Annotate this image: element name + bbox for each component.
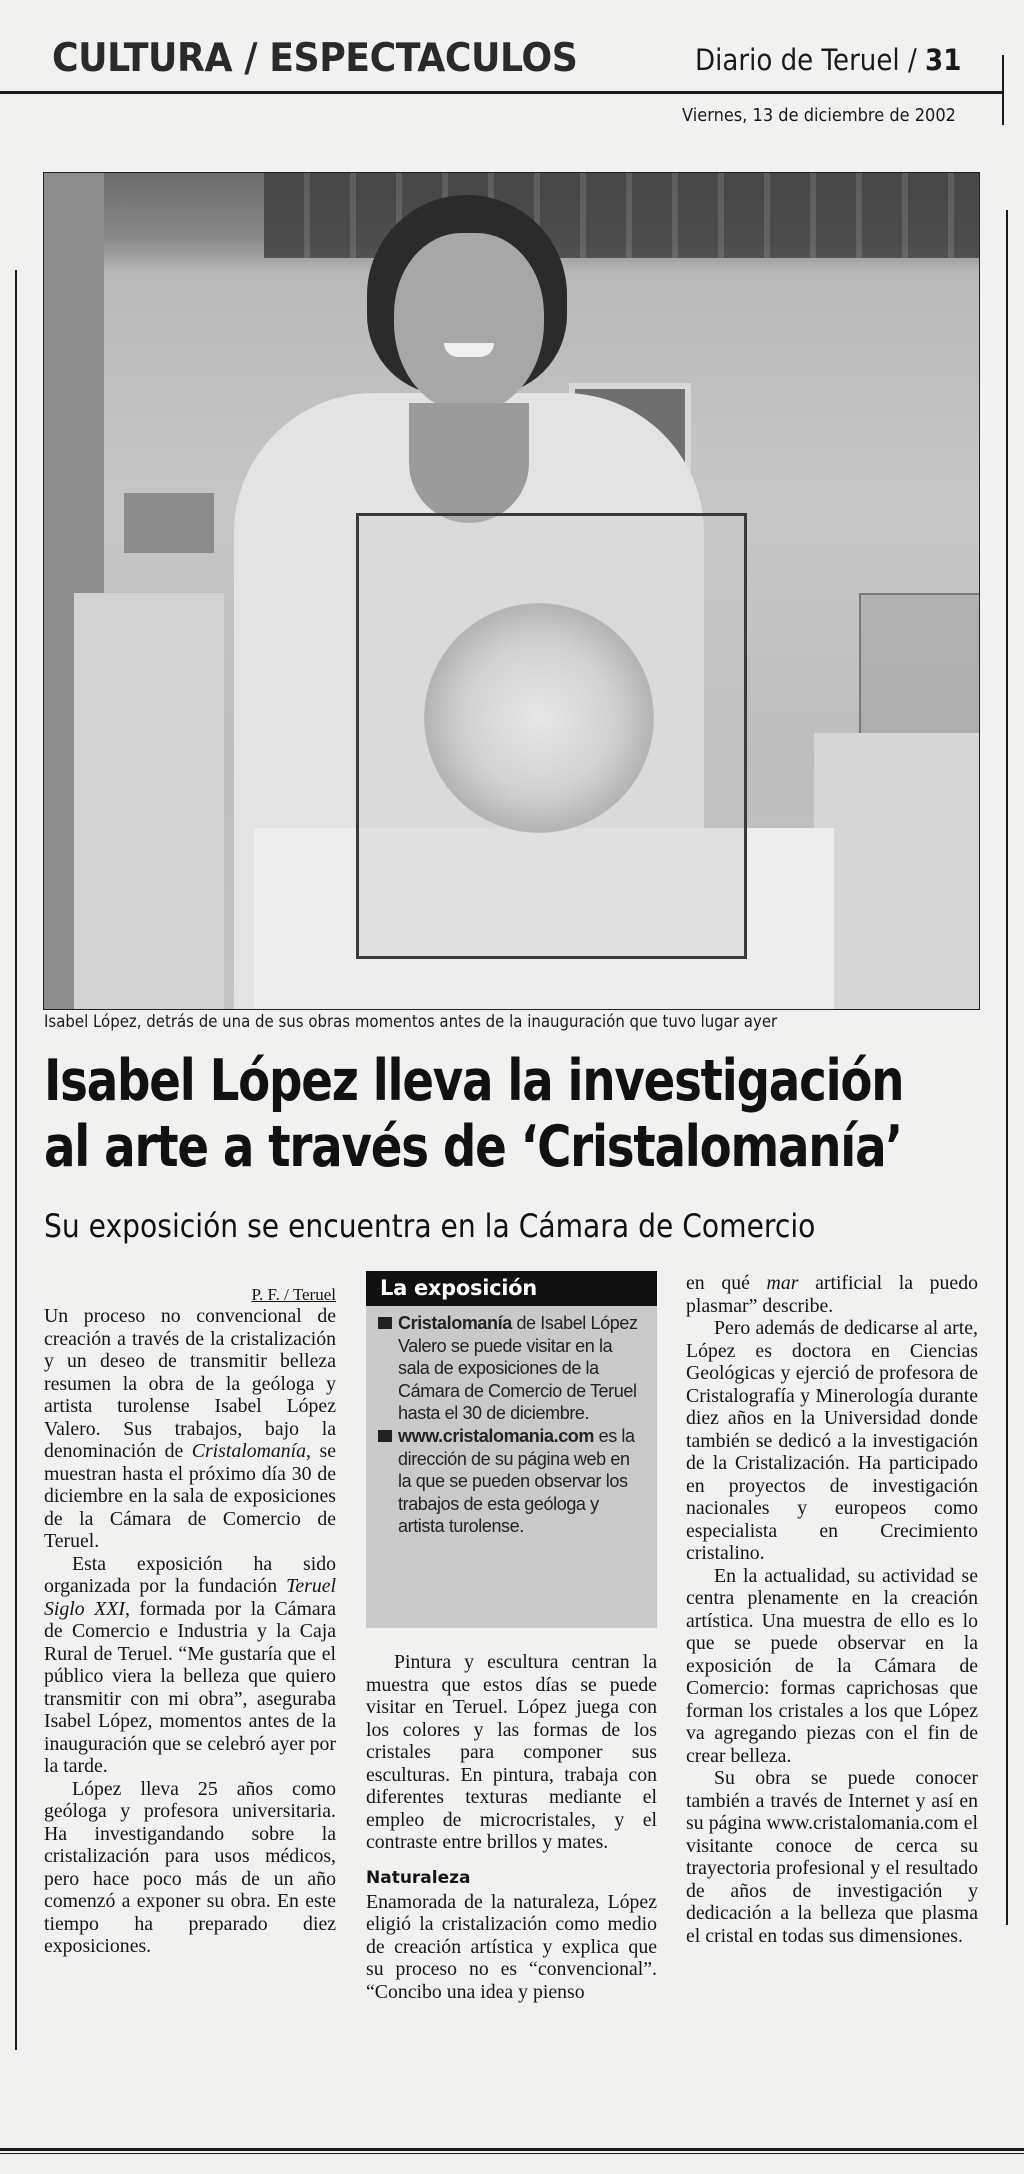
sidebar-item-rest: es la dirección de su página web en la que se pueden observar los trabajos de esta geóloga y artista turolense. (398, 1425, 635, 1537)
paragraph (686, 1272, 978, 1317)
subsection-heading: Naturaleza (366, 1867, 471, 1888)
photo-pedestal-left (74, 593, 224, 1009)
sidebar-body (366, 1306, 657, 1538)
column-3 (686, 1272, 978, 1947)
text-run: se muestran hasta el próximo día 30 de diciembre en la sala de exposiciones de la Cámara de Comercio de Teruel. (44, 1440, 336, 1552)
header-rule (0, 91, 1003, 94)
photo-glass-case (356, 513, 747, 959)
photo-person-neck (409, 403, 529, 523)
headline-line-2: al arte a través de ‘Cristalomanía’ (44, 1114, 902, 1180)
subheadline: Su exposición se encuentra en la Cámara de Comercio (44, 1207, 816, 1245)
paragraph: Pero además de dedicarse al arte, López es doctora en Ciencias Geológicas y ejerció de profesora de Cristalografía y Minerología durante diez años en la Universidad donde también se dedicó a la investigación de la Cristalización. Ha participado en proyectos de investigación nacionales y europeos como especialista en Crecimiento cristalino. (686, 1317, 978, 1564)
column-2 (366, 1651, 657, 2003)
paragraph: En la actualidad, su actividad se centra plenamente en la creación artística. Una muestra de ello es lo que se puede observar en la exposición de la Cámara de Comercio: formas caprichosas que forman los cristales a los que López va agregando piezas con el fin de crear belleza. (686, 1564, 978, 1767)
square-bullet-icon (378, 1317, 392, 1329)
paper-name (695, 43, 961, 77)
text-run: , formada por la Cámara de Comercio e Industria y la Caja Rural de Teruel. “Me gustaría que el público viera la belleza que quiero transmitir con mi obra”, aseguraba Isabel López, momentos antes de la inauguración que se celebró ayer por la tarde. (44, 1597, 336, 1777)
bottom-rule-thin (0, 2153, 1024, 2154)
right-column-rule (1006, 210, 1008, 1925)
sidebar-item (378, 1425, 647, 1538)
photo-pedestal-right (814, 733, 979, 1009)
italic-run: Teruel Siglo XXI (44, 1575, 336, 1620)
left-column-rule (15, 270, 17, 2050)
bottom-rule (0, 2148, 1024, 2151)
sidebar-item-text (398, 1312, 647, 1425)
paragraph: Enamorada de la naturaleza, López eligió la cristalización como medio de creación artística y explica que su proceso no es “convencional”. “Concibo una idea y pienso (366, 1890, 657, 2003)
text-run: artificial la puedo plasmar” describe. (686, 1272, 978, 1317)
article-photo (43, 172, 980, 1010)
sidebar-item (378, 1312, 647, 1425)
paragraph: Pintura y escultura centran la muestra que estos días se puede visitar en Teruel. López juega con los colores y las formas de los cristales para componer sus esculturas. En pintura, trabaja con diferentes texturas mediante el empleo de microcristales, y el contraste entre brillos y mates. (366, 1651, 657, 1853)
photo-person-face (394, 233, 544, 413)
sidebar-item-text (398, 1425, 647, 1538)
photo-display-case-right (859, 593, 980, 737)
sidebar-box (366, 1271, 657, 1628)
square-bullet-icon (378, 1430, 392, 1442)
section-title: CULTURA / ESPECTACULOS (52, 36, 578, 81)
italic-run: Cristalomanía, (191, 1440, 312, 1462)
photo-wall-artwork (124, 493, 214, 553)
paragraph: Su obra se puede conocer también a través de Internet y así en su página www.cristalomania.com el visitante conoce de cerca su trayectoria profesional y el resultado de años de investigación y dedicación a la belleza que plasma el cristal en todas sus dimensiones. (686, 1767, 978, 1947)
italic-run: mar (766, 1272, 799, 1294)
paragraph: López lleva 25 años como geóloga y profesora universitaria. Ha investigandando sobre la cristalización para usos médicos, pero hace poco más de un año comenzó a exponer su obra. En este tiempo ha preparado diez exposiciones. (44, 1777, 336, 1957)
byline: P. F. / Teruel (251, 1285, 336, 1304)
text-run: en qué (686, 1272, 767, 1294)
photo-caption: Isabel López, detrás de una de sus obras momentos antes de la inauguración que tuvo lugar ayer (44, 1012, 778, 1032)
paragraph (44, 1553, 336, 1778)
sidebar-item-bold: www.cristalomania.com (398, 1425, 594, 1446)
headline (44, 1048, 903, 1180)
headline-line-1: Isabel López lleva la investigación (44, 1048, 904, 1114)
paper-name-text: Diario de Teruel / (695, 43, 926, 77)
text-run: Esta exposición ha sido organizada por la fundación (44, 1552, 336, 1597)
sidebar-title: La exposición (366, 1271, 657, 1306)
sidebar-item-bold: Cristalomanía (398, 1313, 512, 1333)
issue-date: Viernes, 13 de diciembre de 2002 (682, 105, 956, 126)
column-1 (44, 1285, 336, 1958)
paragraph (44, 1305, 336, 1553)
text-run: Un proceso no convencional de creación a través de la cristalización y un deseo de transmitir belleza resumen la obra de la geóloga y artista turolense Isabel López Valero. Sus trabajos, bajo la denominación de (44, 1305, 336, 1462)
photo-ceiling (264, 173, 979, 258)
header-vertical-rule (1002, 55, 1004, 125)
page-number: 31 (925, 43, 962, 77)
sidebar-item-rest: de Isabel López Valero se puede visitar en la sala de exposiciones de la Cámara de Comercio de Teruel hasta el 30 de diciembre. (398, 1313, 638, 1424)
photo-person-smile (444, 343, 494, 357)
